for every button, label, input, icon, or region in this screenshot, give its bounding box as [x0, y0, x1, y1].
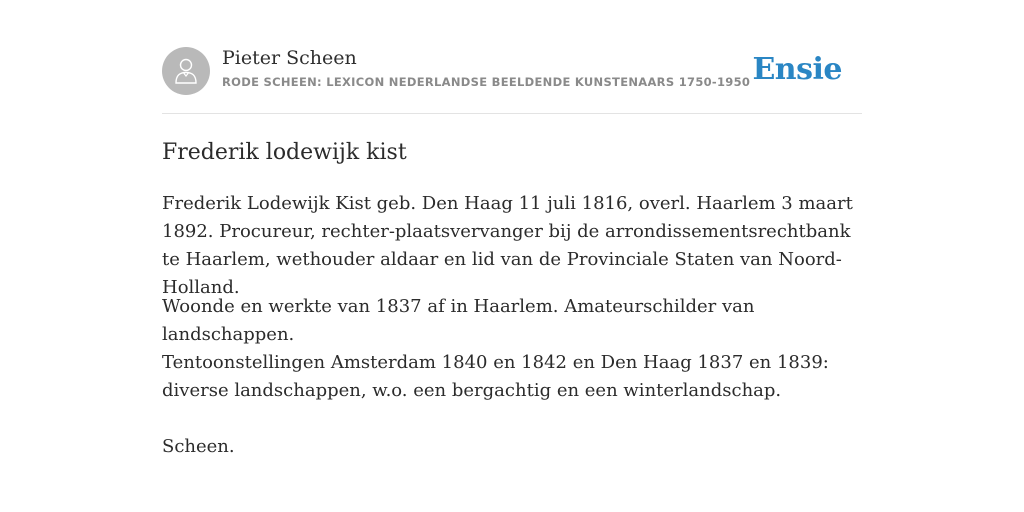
user-placeholder-icon — [174, 57, 198, 85]
article-paragraph: Woonde en werkte van 1837 af in Haarlem. Amateurschilder van landschappen. — [162, 296, 755, 345]
article-paragraph: Frederik Lodewijk Kist geb. Den Haag 11 juli 1816, overl. Haarlem 3 maart 1892. Procureur, rechter-plaatsvervanger bij de arrondissementsrechtbank te Haarlem, wethouder aldaar en lid van de Provinciale Staten van Noord-Holland. — [162, 193, 853, 298]
article-title: Frederik lodewijk kist — [162, 140, 407, 165]
author-name[interactable]: Pieter Scheen — [222, 47, 357, 69]
source-title: RODE SCHEEN: LEXICON NEDERLANDSE BEELDENDE KUNSTENAARS 1750-1950 — [222, 75, 751, 89]
article-header — [162, 46, 862, 96]
ensie-logo[interactable]: Ensie — [752, 52, 842, 87]
article-card — [162, 0, 862, 512]
header-divider — [162, 113, 862, 114]
article-signature: Scheen. — [162, 436, 235, 457]
avatar[interactable] — [162, 47, 210, 95]
article-paragraph: Tentoonstellingen Amsterdam 1840 en 1842 en Den Haag 1837 en 1839: diverse landschappen, w.o. een bergachtig en een winterlandschap. — [162, 352, 829, 401]
